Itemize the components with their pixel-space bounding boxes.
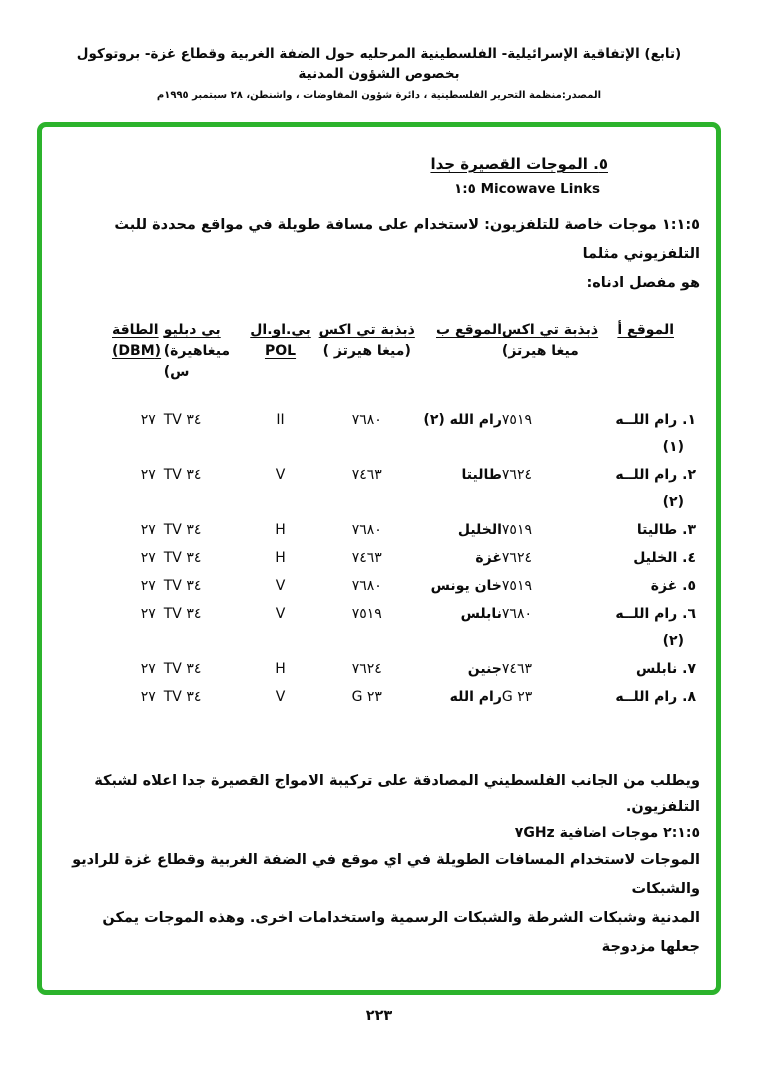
site-a-note: (٢) (662, 494, 684, 510)
site-a-note: (٢) (662, 633, 684, 649)
table-row (112, 601, 700, 656)
table-row (112, 684, 700, 712)
power-unit-text: (DBM) (112, 343, 162, 359)
cell-site-a: ٧. نابلس (635, 661, 696, 677)
cell-freq-b: ٧٤٦٣ (351, 467, 382, 483)
cell-freq-b: ٧٦٢٤ (351, 661, 382, 677)
cell-site-b: الخليل (457, 522, 502, 538)
cell-site-b: طاليتا (461, 467, 502, 483)
microwave-links-label: Micowave Links ١:٥ (453, 181, 600, 197)
site-a-name: ٢. رام اللــه (615, 467, 696, 483)
col-header-freq-b (319, 320, 415, 407)
intro-paragraph (58, 211, 700, 298)
cell-freq-b: ٢٣ G (351, 689, 382, 705)
bw-header-text: بي دبليو (163, 322, 221, 338)
freq-b-header-text: ذبذبة تي اكس (318, 322, 415, 338)
table-row (112, 517, 700, 545)
site-a-note: (١) (662, 439, 684, 455)
cell-power: ٢٧ (140, 550, 156, 566)
col-header-bw-label (164, 320, 243, 341)
site-b-header-text: الموقع ب (436, 322, 502, 338)
col-header-site-a-label (612, 320, 674, 341)
site-a-name: ١. رام اللــه (615, 412, 696, 428)
pol-header-latin-text: POL (264, 343, 297, 359)
intro-paragraph-line-1: ١:١:٥ موجات خاصة للتلفزيون: لاستخدام على مسافة طويلة في مواقع محددة للبث التلفزيوني مثلما (114, 217, 700, 262)
pol-header-arabic-text: بي.او.ال (250, 322, 311, 338)
section-title-row (58, 153, 608, 175)
col-header-power-unit (112, 341, 164, 362)
section-title: ٥. الموجات القصيرة جدا (430, 155, 608, 173)
cell-freq-a: ٧٥١٩ (501, 522, 532, 538)
cell-pol: H (275, 522, 286, 538)
cell-freq-a: ٧٦٢٤ (501, 550, 532, 566)
col-header-freq-b-unit (319, 341, 415, 362)
cell-bw: ٣٤ TV (163, 412, 202, 428)
col-header-bw-unit-line-2 (164, 362, 243, 383)
power-header-text: الطاقة (112, 322, 159, 338)
cell-bw: ٣٤ TV (163, 522, 202, 538)
col-header-pol-label-en (242, 341, 318, 362)
table-row (112, 462, 700, 517)
cell-bw: ٣٤ TV (163, 467, 202, 483)
cell-site-a: ٣. طاليتا (636, 522, 696, 538)
cell-pol: H (275, 661, 286, 677)
cell-freq-a: ٧٦٨٠ (501, 606, 532, 622)
col-header-site-a (612, 320, 700, 407)
intro-paragraph-line-2: هو مفصل ادناه: (586, 275, 700, 291)
content-border-box (37, 122, 721, 995)
col-header-power (112, 320, 164, 407)
col-header-bw (164, 320, 243, 407)
cell-pol: V (275, 606, 286, 622)
cell-power: ٢٧ (140, 467, 156, 483)
col-header-site-b (415, 320, 502, 407)
table-row (112, 407, 700, 462)
cell-power: ٢٧ (140, 522, 156, 538)
cell-power: ٢٧ (140, 661, 156, 677)
table-header-row (112, 320, 700, 407)
frequency-table (112, 320, 700, 712)
approval-paragraph: ويطلب من الجانب الفلسطيني المصادقة على تركيبة الامواج القصيرة جدا اعلاه لشبكة التلفزيون. (94, 773, 700, 815)
microwave-links-row (58, 179, 600, 199)
cell-freq-b: ٧٦٨٠ (351, 522, 382, 538)
cell-bw: ٣٤ TV (163, 550, 202, 566)
table-row (112, 656, 700, 684)
site-a-header-text: الموقع أ (617, 322, 674, 338)
cell-power: ٢٧ (140, 689, 156, 705)
document-header (0, 44, 758, 101)
col-header-power-label (112, 320, 164, 341)
cell-freq-a: ٧٤٦٣ (501, 661, 532, 677)
cell-freq-a: ٢٣ G (501, 689, 533, 705)
closing-paragraph (58, 846, 700, 962)
cell-site-a (612, 462, 700, 517)
cell-freq-a: ٧٦٢٤ (501, 467, 532, 483)
cell-bw: ٣٤ TV (163, 578, 202, 594)
cell-power: ٢٧ (140, 606, 156, 622)
cell-site-a (612, 601, 700, 656)
cell-power: ٢٧ (140, 578, 156, 594)
cell-bw: ٣٤ TV (163, 689, 202, 705)
cell-bw: ٣٤ TV (163, 606, 202, 622)
cell-power: ٢٧ (140, 412, 156, 428)
freq-a-header-text: ذبذبة تي اكس (501, 322, 599, 338)
subsection-2-title: ٢:١:٥ موجات اضافية ٧GHz (514, 825, 700, 841)
document-source: المصدر:منظمة التحرير الفلسطينية ، دائرة شؤون المفاوضات ، واشنطن، ٢٨ سبتمبر ١٩٩٥م (156, 90, 602, 101)
cell-site-b: غزة (475, 550, 502, 566)
cell-site-b: نابلس (460, 606, 502, 622)
cell-site-b: خان يونس (430, 578, 502, 594)
site-a-name: ٦. رام اللــه (615, 606, 696, 622)
cell-freq-b: ٧٥١٩ (351, 606, 382, 622)
cell-freq-a: ٧٥١٩ (501, 578, 532, 594)
col-header-freq-a-unit (502, 341, 612, 362)
cell-site-b: جنين (467, 661, 502, 677)
cell-pol: V (275, 467, 286, 483)
cell-site-a: ٨. رام اللــه (615, 689, 696, 705)
col-header-pol-label-ar (242, 320, 318, 341)
cell-pol: V (275, 689, 286, 705)
bw-unit-text-1: (ميغاهيرة (163, 343, 231, 359)
cell-freq-b: ٧٤٦٣ (351, 550, 382, 566)
closing-paragraph-line-1: الموجات لاستخدام المسافات الطويلة في اي موقع في الضفة الغربية وقطاع غزة للراديو والشبكات (72, 852, 700, 897)
cell-freq-b: ٧٦٨٠ (351, 578, 382, 594)
cell-freq-b: ٧٦٨٠ (351, 412, 382, 428)
col-header-freq-b-label (319, 320, 415, 341)
col-header-site-b-label (415, 320, 502, 341)
bw-unit-text-2: س) (163, 364, 190, 380)
col-header-freq-a-label (502, 320, 612, 341)
document-title: (تابع) الإتفاقية الإسرائيلية- الفلسطينية المرحليه حول الضفة الغربية وقطاع غزة- بروتوكول بخصوص الشؤون المدنية (76, 46, 682, 82)
cell-site-b: رام الله (449, 689, 502, 705)
table-row (112, 573, 700, 601)
cell-site-b: رام الله (٢) (423, 412, 502, 428)
col-header-pol (242, 320, 318, 407)
col-header-bw-unit-line-1 (164, 341, 243, 362)
closing-paragraph-line-2: المدنية وشبكات الشرطة والشبكات الرسمية واستخدامات اخرى. وهذه الموجات يمكن جعلها مزدوجة (102, 910, 700, 955)
freq-b-unit-text: (ميغا هيرتز ) (322, 343, 411, 359)
table-row (112, 545, 700, 573)
cell-site-a (612, 407, 700, 462)
freq-a-unit-text: (ميغا هيرتز (501, 343, 579, 359)
cell-pol: H (275, 550, 286, 566)
cell-freq-a: ٧٥١٩ (501, 412, 532, 428)
cell-site-a: ٥. غزة (650, 578, 696, 594)
page-number: ٢٢٣ (365, 1008, 393, 1024)
col-header-freq-a (502, 320, 612, 407)
cell-site-a: ٤. الخليل (633, 550, 696, 566)
cell-pol: V (275, 578, 286, 594)
cell-pol: II (276, 412, 285, 428)
cell-bw: ٣٤ TV (163, 661, 202, 677)
